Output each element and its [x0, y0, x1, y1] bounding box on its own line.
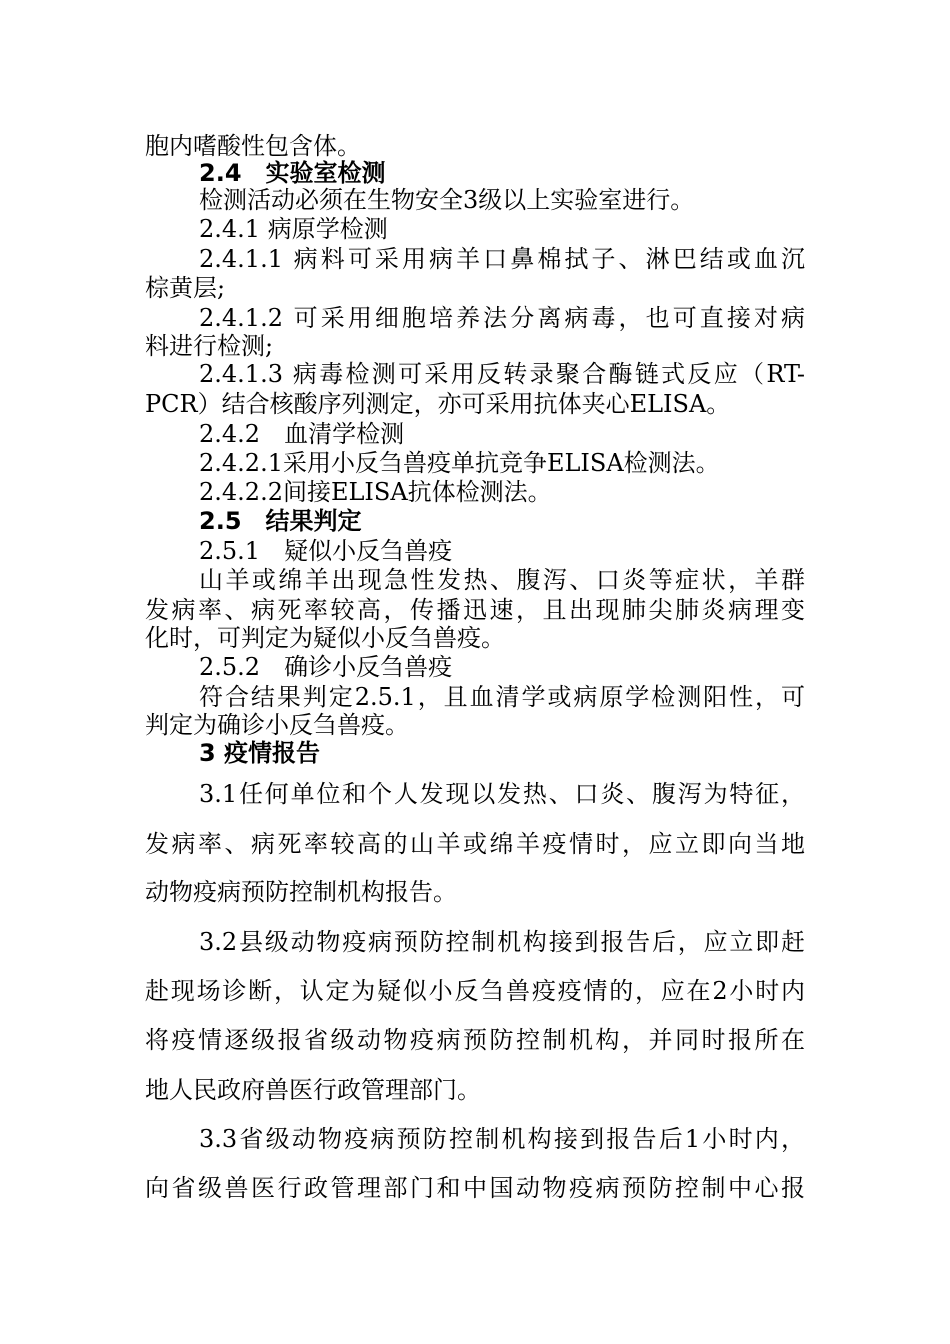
text-line: 3.1任何单位和个人发现以发热、口炎、腹泻为特征， [199, 780, 805, 808]
text-line: 2.4.1.3 病毒检测可采用反转录聚合酶链式反应（RT- [199, 360, 805, 388]
section-heading: 2.4 实验室检测 [199, 159, 386, 187]
text-line: 符合结果判定2.5.1，且血清学或病原学检测阳性，可 [199, 683, 805, 711]
text-line: 料进行检测; [145, 332, 274, 360]
text-line: 棕黄层; [145, 274, 226, 302]
text-line: 判定为确诊小反刍兽疫。 [145, 711, 409, 739]
text-line: 发病率、病死率较高，传播迅速，且出现肺尖肺炎病理变 [145, 596, 805, 624]
text-line: 地人民政府兽医行政管理部门。 [145, 1076, 481, 1104]
section-heading: 2.5 结果判定 [199, 507, 362, 535]
text-line: 将疫情逐级报省级动物疫病预防控制机构，并同时报所在 [145, 1026, 805, 1054]
text-line: PCR）结合核酸序列测定，亦可采用抗体夹心ELISA。 [145, 390, 731, 418]
text-line: 2.4.2.1采用小反刍兽疫单抗竞争ELISA检测法。 [199, 449, 720, 477]
text-line: 2.4.1.1 病料可采用病羊口鼻棉拭子、淋巴结或血沉 [199, 245, 805, 273]
text-line: 检测活动必须在生物安全3级以上实验室进行。 [199, 186, 695, 214]
text-line: 化时，可判定为疑似小反刍兽疫。 [145, 624, 505, 652]
text-line: 向省级兽医行政管理部门和中国动物疫病预防控制中心报 [145, 1174, 805, 1202]
text-line: 3.3省级动物疫病预防控制机构接到报告后1小时内， [199, 1125, 805, 1153]
subsection-heading: 2.4.2 血清学检测 [199, 420, 405, 448]
text-line: 动物疫病预防控制机构报告。 [145, 878, 457, 906]
subsection-heading: 2.4.1 病原学检测 [199, 215, 388, 243]
text-line: 胞内嗜酸性包含体。 [145, 132, 361, 160]
text-line: 发病率、病死率较高的山羊或绵羊疫情时，应立即向当地 [145, 830, 805, 858]
text-line: 2.4.2.2间接ELISA抗体检测法。 [199, 478, 552, 506]
section-heading: 3 疫情报告 [199, 739, 321, 767]
text-line: 赴现场诊断，认定为疑似小反刍兽疫疫情的，应在2小时内 [145, 977, 805, 1005]
text-line: 3.2县级动物疫病预防控制机构接到报告后，应立即赶 [199, 928, 805, 956]
subsection-heading: 2.5.1 疑似小反刍兽疫 [199, 537, 453, 565]
subsection-heading: 2.5.2 确诊小反刍兽疫 [199, 653, 453, 681]
text-line: 山羊或绵羊出现急性发热、腹泻、口炎等症状，羊群 [199, 566, 805, 594]
text-line: 2.4.1.2 可采用细胞培养法分离病毒，也可直接对病 [199, 304, 805, 332]
